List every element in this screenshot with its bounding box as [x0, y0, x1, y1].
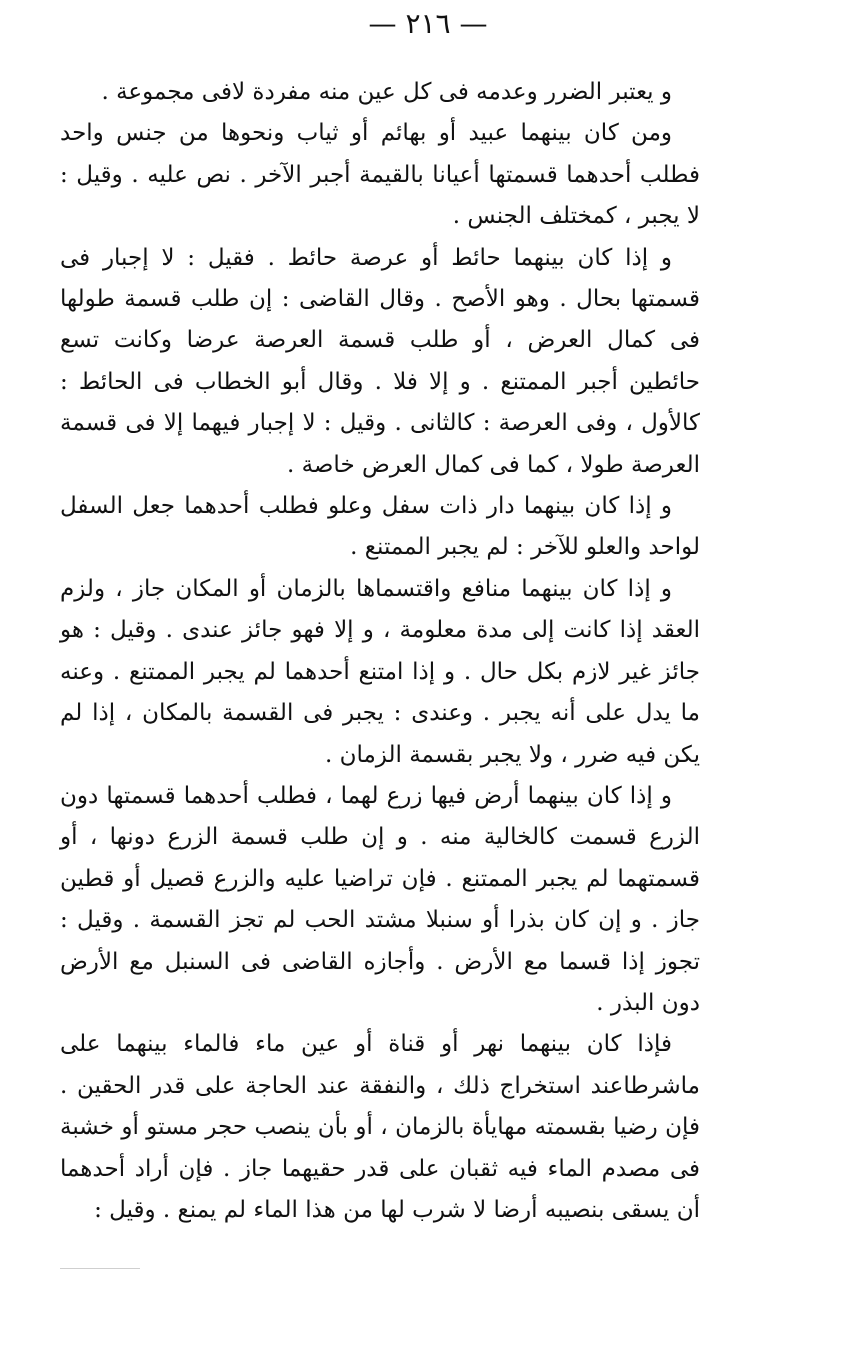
- paragraph-4: و إذا كان بينهما دار ذات سفل وعلو فطلب أحدهما جعل السفل لواحد والعلو للآخر : لم يجبر الممتنع .: [60, 493, 700, 561]
- page-number: — ٢١٦ —: [368, 7, 488, 40]
- paragraph-5: و إذا كان بينهما منافع واقتسماها بالزمان أو المكان جاز ، ولزم العقد إذا كانت إلى مدة معلومة ، و إلا فهو جائز عندى . وقيل : هو جائز غير لازم بكل حال . و إذا امتنع أحدهما لم يجبر الممتنع . وعنه ما يدل على أنه يجبر . وعندى : يجبر فى القسمة بالمكان ، إذا لم يكن فيه ضرر ، ولا يجبر بقسمة الزمان .: [60, 575, 700, 768]
- paragraph-7: فإذا كان بينهما نهر أو قناة أو عين ماء فالماء بينهما على ماشرطاعند استخراج ذلك ، والنفقة عند الحاجة على قدر الحقين . فإن رضيا بقسمته مهايأة بالزمان ، أو بأن ينصب حجر مستو أو خشبة فى مصدم الماء فيه ثقبان على قدر حقيهما جاز . فإن أراد أحدهما أن يسقى بنصيبه أرضا لا شرب لها من هذا الماء لم يمنع . وقيل :: [60, 1031, 700, 1223]
- paragraph-1: و يعتبر الضرر وعدمه فى كل عين منه مفردة لافى مجموعة .: [101, 79, 672, 105]
- scan-artifact-line: [60, 1268, 140, 1269]
- paragraph-3: و إذا كان بينهما حائط أو عرصة حائط . فقيل : لا إجبار فى قسمتها بحال . وهو الأصح . وقال القاضى : إن طلب قسمة طولها فى كمال العرض ، أو طلب قسمة العرصة عرضا وكانت تسع حائطين أجبر الممتنع . و إلا فلا . وقال أبو الخطاب فى الحائط : كالأول ، وفى العرصة : كالثانى . وقيل : لا إجبار فيهما إلا فى قسمة العرصة طولا ، كما فى كمال العرض خاصة .: [60, 244, 700, 478]
- paragraph-6: و إذا كان بينهما أرض فيها زرع لهما ، فطلب أحدهما قسمتها دون الزرع قسمت كالخالية منه . و إن طلب قسمة الزرع دونها ، أو قسمتهما لم يجبر الممتنع . فإن تراضيا عليه والزرع قصيل أو قطين جاز . و إن كان بذرا أو سنبلا مشتد الحب لم تجز القسمة . وقيل : تجوز إذا قسما مع الأرض . وأجازه القاضى فى السنبل مع الأرض دون البذر .: [60, 782, 700, 1016]
- body-text: [60, 72, 700, 1231]
- paragraph-2: ومن كان بينهما عبيد أو بهائم أو ثياب ونحوها من جنس واحد فطلب أحدهما قسمتها أعيانا بالقيمة أجبر الآخر . نص عليه . وقيل : لا يجبر ، كمختلف الجنس .: [60, 120, 700, 230]
